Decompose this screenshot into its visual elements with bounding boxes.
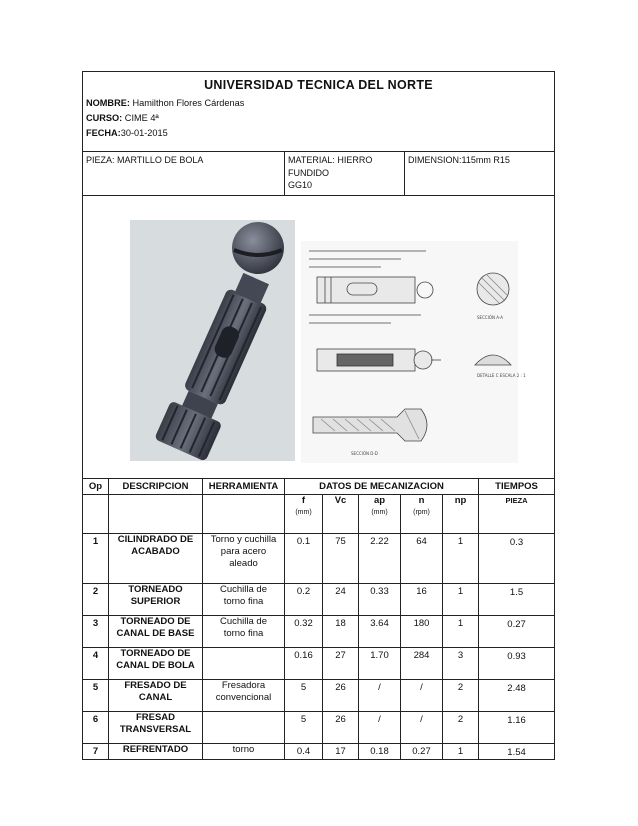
ap-cell: 0.18 [359, 744, 401, 760]
drawing-label-c: DETALLE C ESCALA 2 : 1 [477, 373, 526, 378]
ap-cell: / [359, 680, 401, 712]
sub-vc: Vc [323, 495, 359, 534]
vc-cell: 27 [323, 648, 359, 680]
op-cell: 7 [83, 744, 109, 760]
sub-n: n (rpm) [401, 495, 443, 534]
curso-line: CURSO: CIME 4ª [86, 113, 159, 123]
description-cell: TORNEADO DE CANAL DE BOLA [109, 648, 203, 680]
image-cell [83, 196, 555, 479]
document-page [82, 71, 554, 760]
university-title: UNIVERSIDAD TECNICA DEL NORTE [204, 78, 433, 92]
n-cell: / [401, 680, 443, 712]
tool-cell: Fresadora convencional [203, 680, 285, 712]
n-cell: 284 [401, 648, 443, 680]
n-cell: 0.27 [401, 744, 443, 760]
vc-cell: 26 [323, 712, 359, 744]
col-herramienta-header: HERRAMIENTA [203, 479, 285, 495]
col-op-header: Op [83, 479, 109, 495]
n-cell: 16 [401, 584, 443, 616]
np-cell: 2 [443, 712, 479, 744]
f-cell: 0.1 [285, 534, 323, 584]
part-render-image [130, 220, 295, 461]
vc-cell: 24 [323, 584, 359, 616]
table-row [83, 744, 555, 760]
table-row [83, 534, 555, 584]
np-cell: 1 [443, 744, 479, 760]
tool-cell: torno [203, 744, 285, 760]
drawing-label-d: SECCIÓN D-D [351, 451, 378, 456]
vc-cell: 26 [323, 680, 359, 712]
np-cell: 2 [443, 680, 479, 712]
description-cell: TORNEADO DE CANAL DE BASE [109, 616, 203, 648]
operations-table [82, 478, 555, 760]
n-cell: 180 [401, 616, 443, 648]
drawing-label-a: SECCIÓN A-A [477, 315, 503, 320]
f-cell: 5 [285, 680, 323, 712]
f-cell: 0.4 [285, 744, 323, 760]
time-cell: 1.5 [479, 584, 555, 616]
tool-cell: Torno y cuchilla para acero aleado [203, 534, 285, 584]
tool-cell [203, 648, 285, 680]
n-cell: 64 [401, 534, 443, 584]
time-cell: 0.93 [479, 648, 555, 680]
technical-drawing-image [301, 241, 526, 463]
sub-pieza: PIEZA [479, 495, 555, 534]
pieza-cell: PIEZA: MARTILLO DE BOLA [83, 152, 285, 196]
np-cell: 1 [443, 616, 479, 648]
material-cell: MATERIAL: HIERRO FUNDIDO GG10 [285, 152, 405, 196]
tool-cell [203, 712, 285, 744]
table-row [83, 648, 555, 680]
tool-cell: Cuchilla de torno fina [203, 616, 285, 648]
header-block [83, 72, 555, 152]
table-row [83, 584, 555, 616]
op-cell: 1 [83, 534, 109, 584]
ap-cell: 3.64 [359, 616, 401, 648]
f-cell: 0.32 [285, 616, 323, 648]
col-descripcion-header: DESCRIPCION [109, 479, 203, 495]
operations-body [83, 534, 555, 760]
vc-cell: 17 [323, 744, 359, 760]
fecha-line: FECHA:30-01-2015 [86, 128, 168, 138]
col-datos-header: DATOS DE MECANIZACION [285, 479, 479, 495]
description-cell: FRESADO DE CANAL [109, 680, 203, 712]
op-cell: 2 [83, 584, 109, 616]
op-cell: 4 [83, 648, 109, 680]
time-cell: 2.48 [479, 680, 555, 712]
vc-cell: 18 [323, 616, 359, 648]
f-cell: 0.2 [285, 584, 323, 616]
ap-cell: 2.22 [359, 534, 401, 584]
description-cell: TORNEADO SUPERIOR [109, 584, 203, 616]
ap-cell: 0.33 [359, 584, 401, 616]
table-row [83, 680, 555, 712]
header-table [82, 71, 555, 479]
ap-cell: 1.70 [359, 648, 401, 680]
description-cell: CILINDRADO DE ACABADO [109, 534, 203, 584]
ap-cell: / [359, 712, 401, 744]
time-cell: 1.54 [479, 744, 555, 760]
nombre-line: NOMBRE: Hamilthon Flores Cárdenas [86, 98, 245, 108]
op-cell: 3 [83, 616, 109, 648]
vc-cell: 75 [323, 534, 359, 584]
op-cell: 6 [83, 712, 109, 744]
table-row [83, 616, 555, 648]
time-cell: 0.27 [479, 616, 555, 648]
table-row [83, 712, 555, 744]
description-cell: REFRENTADO [109, 744, 203, 760]
sub-np: np [443, 495, 479, 534]
np-cell: 1 [443, 534, 479, 584]
description-cell: FRESAD TRANSVERSAL [109, 712, 203, 744]
op-cell: 5 [83, 680, 109, 712]
sub-f: f (mm) [285, 495, 323, 534]
dimension-cell: DIMENSION:115mm R15 [405, 152, 555, 196]
time-cell: 0.3 [479, 534, 555, 584]
f-cell: 0.16 [285, 648, 323, 680]
sub-ap: ap (mm) [359, 495, 401, 534]
f-cell: 5 [285, 712, 323, 744]
np-cell: 1 [443, 584, 479, 616]
col-tiempos-header: TIEMPOS [479, 479, 555, 495]
tool-cell: Cuchilla de torno fina [203, 584, 285, 616]
n-cell: / [401, 712, 443, 744]
time-cell: 1.16 [479, 712, 555, 744]
np-cell: 3 [443, 648, 479, 680]
